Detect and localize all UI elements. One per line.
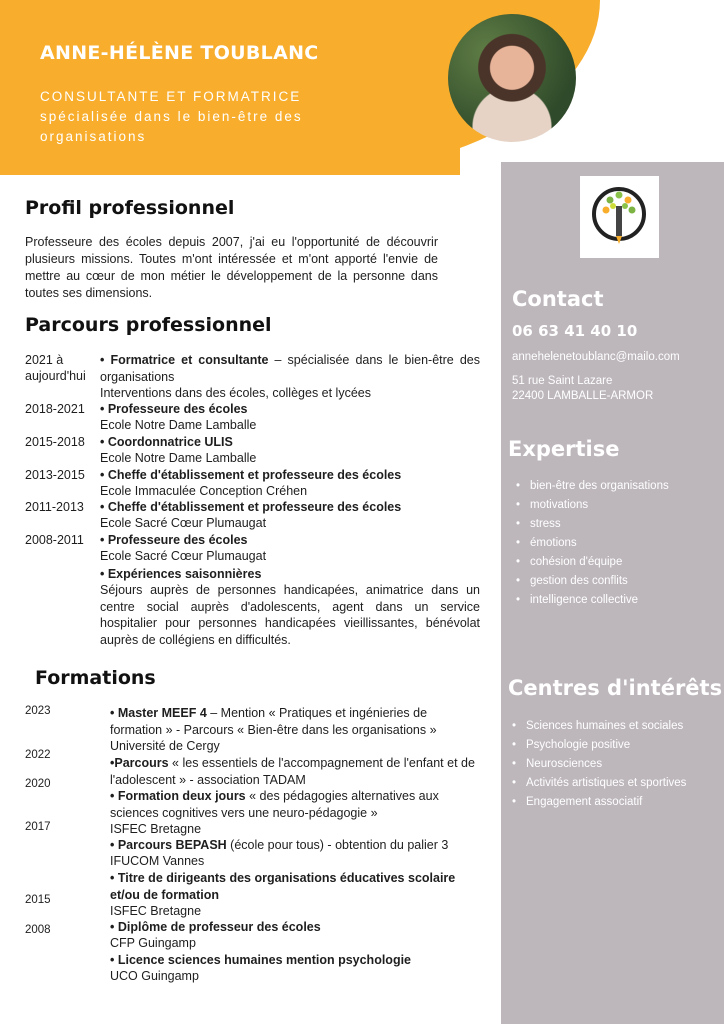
formation-entry [110,788,480,821]
formation-desc: – Mention « Pratiques et ingénieries de formation » - Parcours « Bien-être dans les organisations » [110,706,437,737]
formation-title: • Diplôme de professeur des écoles [110,920,321,934]
career-entry-title: • Expériences saisonnières [100,567,262,581]
expertise-heading: Expertise [508,437,620,461]
formation-entry [110,705,480,738]
formation-date: 2022 [25,749,51,761]
formation-date: 2017 [25,821,51,833]
interests-list [510,720,686,808]
formation-title: • Titre de dirigeants des organisations éducatives scolaire et/ou de formation [110,871,456,902]
career-entry-sub: Interventions dans des écoles, collèges et lycées [100,386,371,400]
job-subtitle-line-1: spécialisée dans le bien-être des [40,109,303,124]
career-date: 2015-2018 [25,435,85,449]
formation-title: •Parcours [110,756,169,770]
career-entry [100,352,480,385]
formation-sub: ISFEC Bretagne [110,904,202,918]
career-entry-sub: Séjours auprès de personnes handicapées, animatrice dans un centre social auprès d'adolescents, agent dans un service hospitalier pour personnes handicapées vieillissantes, bénévolat auprès de collégiens en difficultés. [100,583,480,647]
career-heading: Parcours professionnel [25,314,272,336]
interest-item: • Psychologie positive [510,739,686,751]
career-entry-sub: Ecole Immaculée Conception Créhen [100,484,308,498]
career-date: 2021 à [25,353,64,367]
tree-pencil-logo-icon [580,176,659,258]
contact-heading: Contact [512,287,604,311]
career-entry-title: • Coordonnatrice ULIS [100,435,233,449]
formation-entry [110,837,480,854]
formation-sub: CFP Guingamp [110,936,196,950]
job-title: CONSULTANTE ET FORMATRICE [40,89,302,104]
career-entry-title: • Professeure des écoles [100,533,248,547]
career-entry-title: • Professeure des écoles [100,402,248,416]
interest-item: • Sciences humaines et sociales [510,720,686,732]
expertise-item: • cohésion d'équipe [514,556,669,568]
expertise-item: • intelligence collective [514,594,669,606]
career-entry-title: • Cheffe d'établissement et professeure des écoles [100,500,402,514]
formation-sub: UCO Guingamp [110,969,199,983]
formation-date: 2015 [25,894,51,906]
career-entry-title: • Cheffe d'établissement et professeure des écoles [100,468,402,482]
formation-title: • Parcours BEPASH [110,838,227,852]
formation-date: 2020 [25,778,51,790]
expertise-item: • bien-être des organisations [514,480,669,492]
career-date: 2013-2015 [25,468,85,482]
formations-heading: Formations [35,667,156,689]
formation-date: 2008 [25,924,51,936]
phone-number[interactable]: 06 63 41 40 10 [512,322,638,340]
formation-title: • Formation deux jours [110,789,246,803]
formation-title: • Licence sciences humaines mention psychologie [110,953,412,967]
person-name: ANNE-HÉLÈNE TOUBLANC [40,42,319,64]
career-entry-sub: Ecole Sacré Cœur Plumaugat [100,516,267,530]
formation-desc: « les essentiels de l'accompagnement de l'enfant et de l'adolescent » - association TADAM [110,756,475,787]
career-entry-sub: Ecole Notre Dame Lamballe [100,451,257,465]
formation-sub: Université de Cergy [110,739,220,753]
formation-sub: IFUCOM Vannes [110,854,205,868]
formation-entry [110,755,480,788]
career-date: 2011-2013 [25,500,84,514]
career-entry-title: • Formatrice et consultante [100,353,269,367]
career-entry-sub: Ecole Notre Dame Lamballe [100,418,257,432]
interests-heading: Centres d'intérêts [508,676,723,700]
portrait-photo [448,14,576,142]
address-line-1: 51 rue Saint Lazare [512,375,613,387]
career-entry-desc: – spécialisée dans le bien-être des organisations [100,353,480,384]
formation-sub: ISFEC Bretagne [110,822,202,836]
interest-item: • Activités artistiques et sportives [510,777,686,789]
career-date: 2018-2021 [25,402,85,416]
career-entry-sub: Ecole Sacré Cœur Plumaugat [100,549,267,563]
formation-desc: « des pédagogies alternatives aux sciences cognitives vers une neuro-pédagogie » [110,789,439,820]
job-subtitle-line-2: organisations [40,129,147,144]
interest-item: • Engagement associatif [510,796,686,808]
expertise-item: • émotions [514,537,669,549]
profile-heading: Profil professionnel [25,197,235,219]
career-date: aujourd'hui [25,369,86,383]
tree-pencil-logo [580,176,659,258]
formation-title: • Master MEEF 4 [110,706,207,720]
address-line-2: 22400 LAMBALLE-ARMOR [512,390,654,402]
expertise-item: • motivations [514,499,669,511]
profile-text: Professeure des écoles depuis 2007, j'ai eu l'opportunité de découvrir plusieurs missions. Toutes m'ont intéressée et m'ont apporté l'envie de mettre au cœur de mon métier le développement de la personne dans toutes ses dimensions. [25,235,438,300]
email-address[interactable]: annehelenetoublanc@mailo.com [512,351,680,363]
expertise-item: • gestion des conflits [514,575,669,587]
formation-desc: (école pour tous) - obtention du palier 3 [226,838,449,852]
formation-date: 2023 [25,705,51,717]
career-date: 2008-2011 [25,533,84,547]
header-background-fill [0,0,460,175]
interest-item: • Neurosciences [510,758,686,770]
expertise-list [514,480,669,606]
expertise-item: • stress [514,518,669,530]
